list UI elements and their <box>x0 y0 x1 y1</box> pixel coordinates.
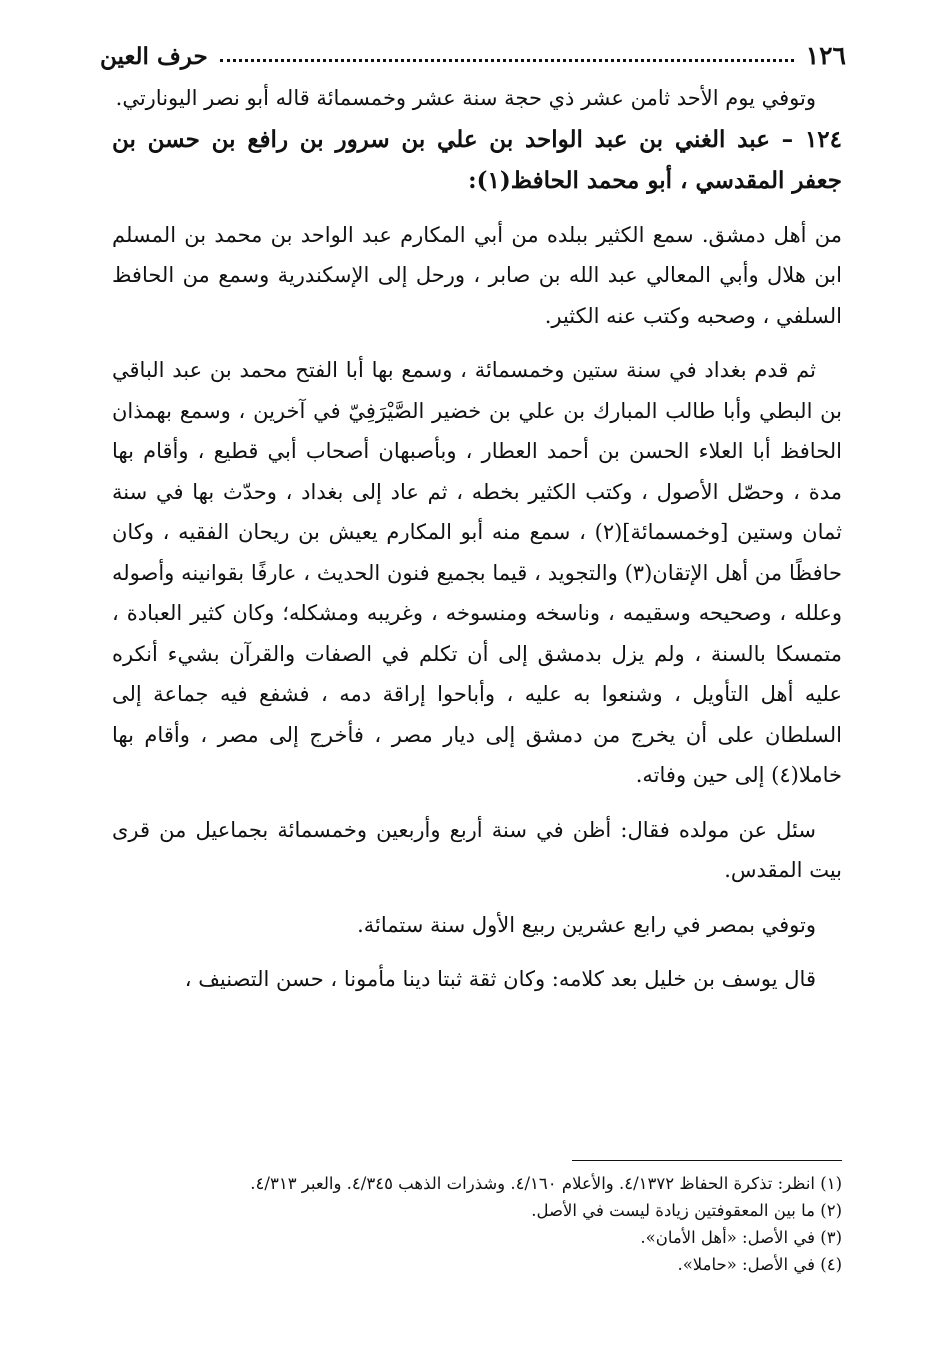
footnote-1: (١) انظر: تذكرة الحفاظ ٤/١٣٧٢. والأعلام ٤/١٦٠. وشذرات الذهب ٤/٣٤٥. والعبر ٤/٣١٣. <box>250 1174 842 1193</box>
header-leader-dots <box>220 59 794 62</box>
entry-heading: ١٢٤ – عبد الغني بن عبد الواحد بن علي بن سرور بن رافع بن حسن بن جعفر المقدسي ، أبو محمد الحافظ(١): <box>112 125 842 194</box>
running-header <box>100 30 846 70</box>
footnotes <box>112 1170 842 1278</box>
paragraph-2: ثم قدم بغداد في سنة ستين وخمسمائة ، وسمع بها أبا الفتح محمد بن عبد الباقي بن البطي وأبا طالب المبارك بن علي بن خضير الصَّيْرَفِيّ في آخرين ، وسمع بهمذان الحافظ أبا العلاء الحسن بن أحمد العطار ، وبأصبهان أصحاب أبي قطيع ، وأقام بها مدة ، وحصّل الأصول ، وكتب الكثير بخطه ، ثم عاد إلى بغداد ، وحدّث بها في سنة ثمان وستين [وخمسمائة](٢) ، سمع منه أبو المكارم يعيش بن ريحان الفقيه ، وكان حافظًا من أهل الإتقان(٣) والتجويد ، قيما بجميع فنون الحديث ، عارفًا بقوانينه وأصوله وعلله ، وصحيحه وسقيمه ، وناسخه ومنسوخه ، وغريبه ومشكله؛ وكان كثير العبادة ، متمسكا بالسنة ، ولم يزل بدمشق إلى أن تكلم في الصفات والقرآن بشيء أنكره عليه أهل التأويل ، وشنعوا به عليه ، وأباحوا إراقة دمه ، فشفع فيه جماعة إلى السلطان على أن يخرج من دمشق إلى ديار مصر ، فأخرج إلى مصر ، وأقام بها خاملا(٤) إلى حين وفاته. <box>112 358 842 787</box>
paragraph-1: من أهل دمشق. سمع الكثير ببلده من أبي المكارم عبد الواحد بن محمد بن المسلم ابن هلال وأبي المعالي عبد الله بن صابر ، ورحل إلى الإسكندرية وسمع من الحافظ السلفي ، وصحبه وكتب عنه الكثير. <box>112 222 842 328</box>
footnote-2: (٢) ما بين المعقوفتين زيادة ليست في الأصل. <box>531 1201 842 1220</box>
footnote-4: (٤) في الأصل: «حاملا». <box>677 1255 842 1274</box>
paragraph-0: وتوفي يوم الأحد ثامن عشر ذي حجة سنة عشر وخمسمائة قاله أبو نصر اليونارتي. <box>115 86 816 110</box>
page-number: ١٢٦ <box>805 41 846 70</box>
main-text <box>112 78 842 1000</box>
paragraph-5: قال يوسف بن خليل بعد كلامه: وكان ثقة ثبتا دينا مأمونا ، حسن التصنيف ، <box>184 967 816 991</box>
section-title: حرف العين <box>100 43 208 70</box>
paragraph-4: وتوفي بمصر في رابع عشرين ربيع الأول سنة ستمائة. <box>357 912 816 937</box>
footnote-separator <box>572 1160 842 1161</box>
paragraph-3: سئل عن مولده فقال: أظن في سنة أربع وأربعين وخمسمائة بجماعيل من قرى بيت المقدس. <box>112 817 842 882</box>
footnote-3: (٣) في الأصل: «أهل الأمان». <box>640 1228 842 1247</box>
